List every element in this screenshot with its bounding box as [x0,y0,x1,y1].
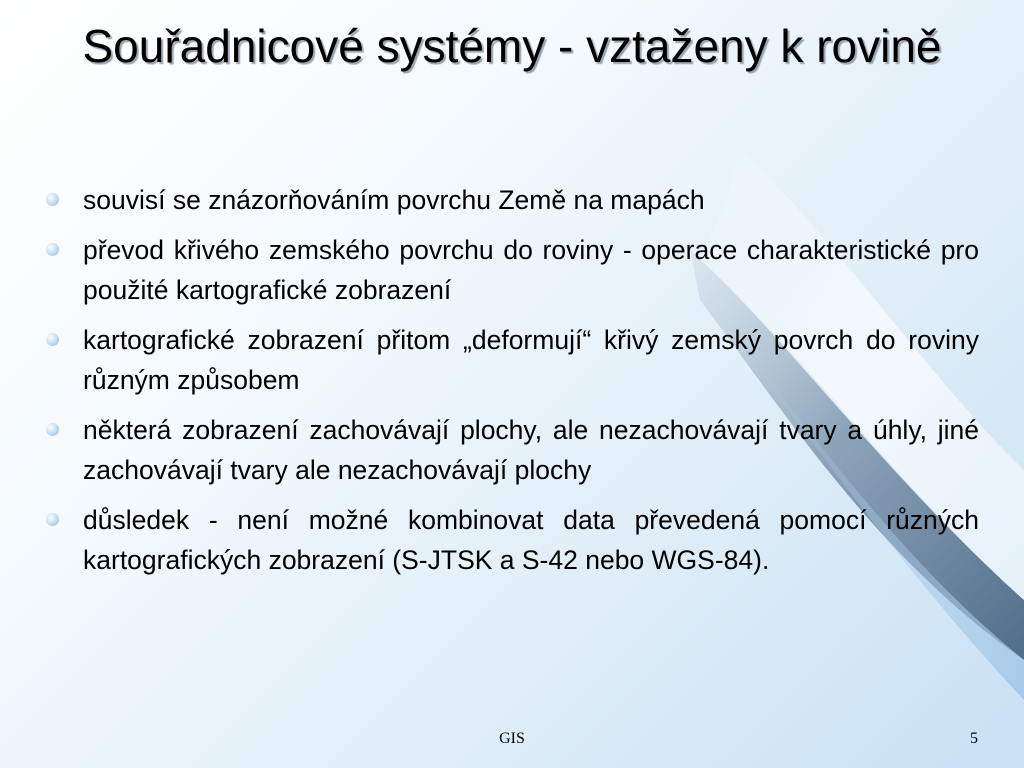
slide-title: Souřadnicové systémy - vztaženy k rovině [82,20,942,72]
bullet-dot-icon [46,243,59,256]
bullet-text: převod křivého zemského povrchu do roviny - operace charakteristické pro použité kartografické zobrazení [83,235,979,305]
bullet-item [44,180,979,220]
bullet-text: důsledek - není možné kombinovat data převedená pomocí různých kartografických zobrazení (S-JTSK a S-42 nebo WGS-84). [83,505,979,575]
footer-label: GIS [499,730,525,747]
bullet-dot-icon [46,423,59,436]
bullet-item [44,410,979,490]
bullet-item [44,500,979,580]
bullet-item [44,230,979,310]
bullet-text: kartografické zobrazení přitom „deformují“ křivý zemský povrch do roviny různým způsobem [83,325,979,395]
bullet-dot-icon [46,193,59,206]
page-number: 5 [970,730,978,747]
bullet-list [44,180,979,590]
bullet-dot-icon [46,513,59,526]
bullet-text: některá zobrazení zachovávají plochy, ale nezachovávají tvary a úhly, jiné zachovávají tvary ale nezachovávají plochy [83,415,979,485]
bullet-item [44,320,979,400]
bullet-dot-icon [46,333,59,346]
bullet-text: souvisí se znázorňováním povrchu Země na mapách [83,185,705,215]
